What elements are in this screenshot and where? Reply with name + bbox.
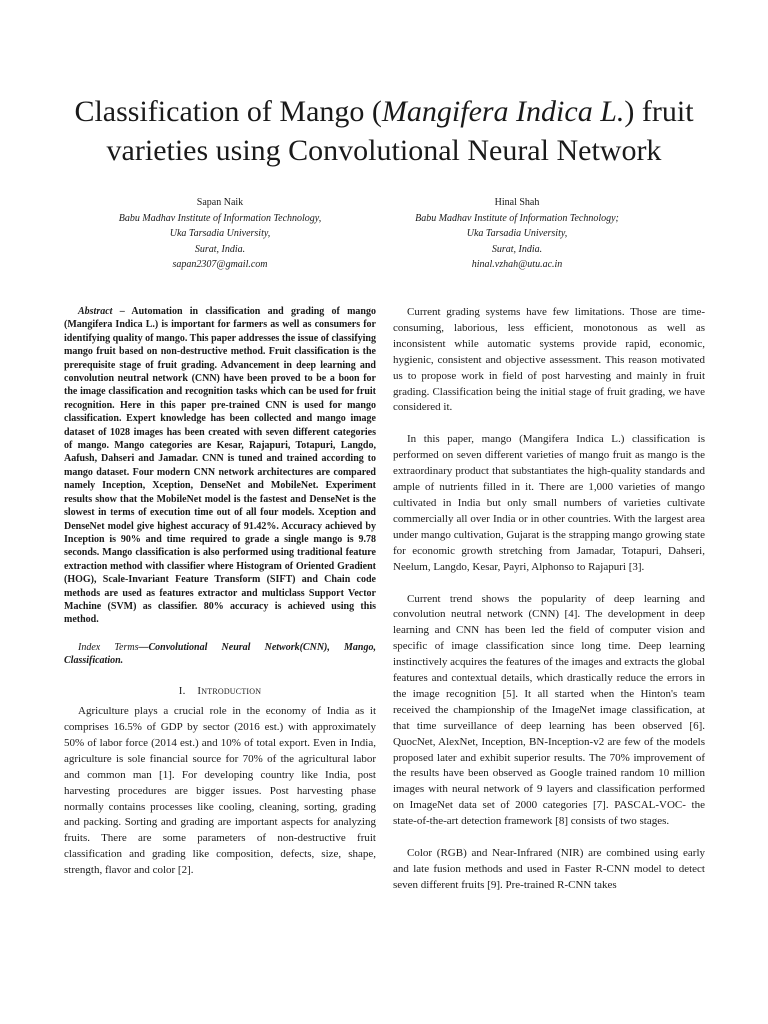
abstract-label: Abstract	[78, 306, 113, 317]
abstract-text: – Automation in classification and grading of mango (Mangifera Indica L.) is important for farmers as well as consumers for identifying quality of mango. This paper addresses the issue of classifying mango fruit based on non-destructive method. Fruit classification is the prerequisite stage of fruit grading. Advancement in deep learning and convolution neutral network (CNN) have been proved to be a boon for the image classification and recognition tasks which can be used for fruit recognition. Here in this paper pre-trained CNN is used for mango classification. Expert knowledge has been collected and mango image dataset of 1028 images has been created with seven different categories of mango. Mango categories are Kesar, Rajapuri, Totapuri, Langdo, Aafush, Dahseri and Jamadar. CNN is tuned and trained according to mango dataset. Four modern CNN network architectures are compared namely Inception, Xception, DenseNet and MobileNet. Experiment results show that the MobileNet model is the fastest and DenseNet is the slowest in terms of execution time out of all four models. Xception and DenseNet model give highest accuracy of 91.42%. Accuracy achieved by Inception is 90% and time required to grade a single mango is 9.78 seconds. Mango classification is also performed using traditional feature extraction method with classifier where Histogram of Oriented Gradient (HOG), Scale-Invariant Feature Transform (SIFT) and Chain code methods are used as features extractor and multiclass Support Vector Machine (SVM) as classifier. 80% accuracy is achieved using this method.	[64, 306, 376, 626]
section-number: I.	[178, 684, 186, 697]
title-species-name: Mangifera Indica L.	[381, 95, 625, 128]
author-institute: Babu Madhav Institute of Information Technology,	[118, 212, 322, 224]
index-terms	[64, 641, 376, 668]
section-heading-introduction	[64, 684, 376, 700]
author-name: Sapan Naik	[196, 197, 244, 208]
body-paragraph: In this paper, mango (Mangifera Indica L.) classification is performed on seven different varieties of mango fruit as mango is the extraordinary product that substantiates the high-quality standards and ample of nutrients filled in it. There are 1,000 varieties of mango cultivated in India but only small numbers of varieties cultivate commercially all over India or in other countries. With the largest area under mango cultivation, Gujarat is the strapping mango growing state for economic growth stretching from Jamadar, Totapuri, Dahseri, Neelum, Langdo, Kesar, Payri, Alphonso to Rajapuri [3].	[393, 433, 705, 573]
right-column	[393, 305, 705, 910]
author-city: Surat, India.	[194, 243, 246, 255]
author-university: Uka Tarsadia University,	[466, 228, 568, 239]
title-text: Classification of Mango (	[74, 95, 382, 128]
left-column	[64, 305, 376, 879]
body-paragraph: Current grading systems have few limitations. Those are time-consuming, laborious, less efficient, monotonous as well as inconsistent while automatic systems provide rapid, economic, hygienic, consistent and objective assessment. This reason motivated us to propose work in field of post harvesting and mainly in fruit grading. Classification being the initial stage of fruit grading, we have considered it.	[393, 306, 705, 414]
abstract	[64, 305, 376, 627]
author-block-1	[70, 195, 370, 273]
section-title: Introduction	[197, 684, 262, 697]
author-block-2	[367, 195, 667, 273]
paper-title	[40, 92, 728, 170]
index-terms-text: —Convolutional Neural Network(CNN), Mango, Classification.	[64, 641, 376, 667]
author-email: sapan2307@gmail.com	[172, 259, 268, 270]
author-email: hinal.vzhah@utu.ac.in	[471, 259, 563, 270]
author-institute: Babu Madhav Institute of Information Technology;	[415, 212, 619, 224]
body-paragraph: Current trend shows the popularity of deep learning and convolution neutral network (CNN) [4]. The development in deep learning and CNN has been led the field of computer vision and specific of image classification since long time. Deep learning instinctively acquires the features of the images and extracts the global features and contextual details, which drastically reduce the errors in the image recognition [5]. It all started when the Hinton's team received the championship of the ImageNet image classification, at that time surveillance of deep learning has been observed [6]. QuocNet, AlexNet, Inception, BN-Inception-v2 are few of the models proposed later and exhibit superior results. The 70% improvement of the results have been observed as Google trained random 10 million images with neural network of 9 layers and classification performed on ImageNet data set of 2000 categories [7]. PASCAL-VOC- the state-of-the-art detection framework [8] consists of two stages.	[393, 592, 705, 828]
title-text-end: ) fruit varieties using Convolutional Neural Network	[106, 95, 694, 167]
author-name: Hinal Shah	[494, 197, 540, 208]
body-paragraph: Agriculture plays a crucial role in the economy of India as it comprises 16.5% of GDP by sector (2016 est.) with approximately 50% of labor force (2014 est.) and 10% of total export. Even in India, agriculture is sole financial source for 70% of the agricultural labor and common man [1]. For developing country like India, post harvesting procedures are bigger issues. Post harvesting phase normally contains processes like cooling, cleaning, sorting, grading and packing. Sorting and grading are important aspects for analyzing fruits. There are some parameters of non-destructive fruit classification and grading like composition, defects, size, shape, strength, flavor and color [2].	[64, 705, 376, 877]
body-paragraph: Color (RGB) and Near-Infrared (NIR) are combined using early and late fusion methods and used in Faster R-CNN model to detect seven different fruits [9]. Pre-trained R-CNN takes	[393, 847, 705, 891]
author-university: Uka Tarsadia University,	[169, 228, 271, 239]
author-city: Surat, India.	[491, 243, 543, 255]
index-terms-label: Index Terms	[78, 641, 139, 653]
